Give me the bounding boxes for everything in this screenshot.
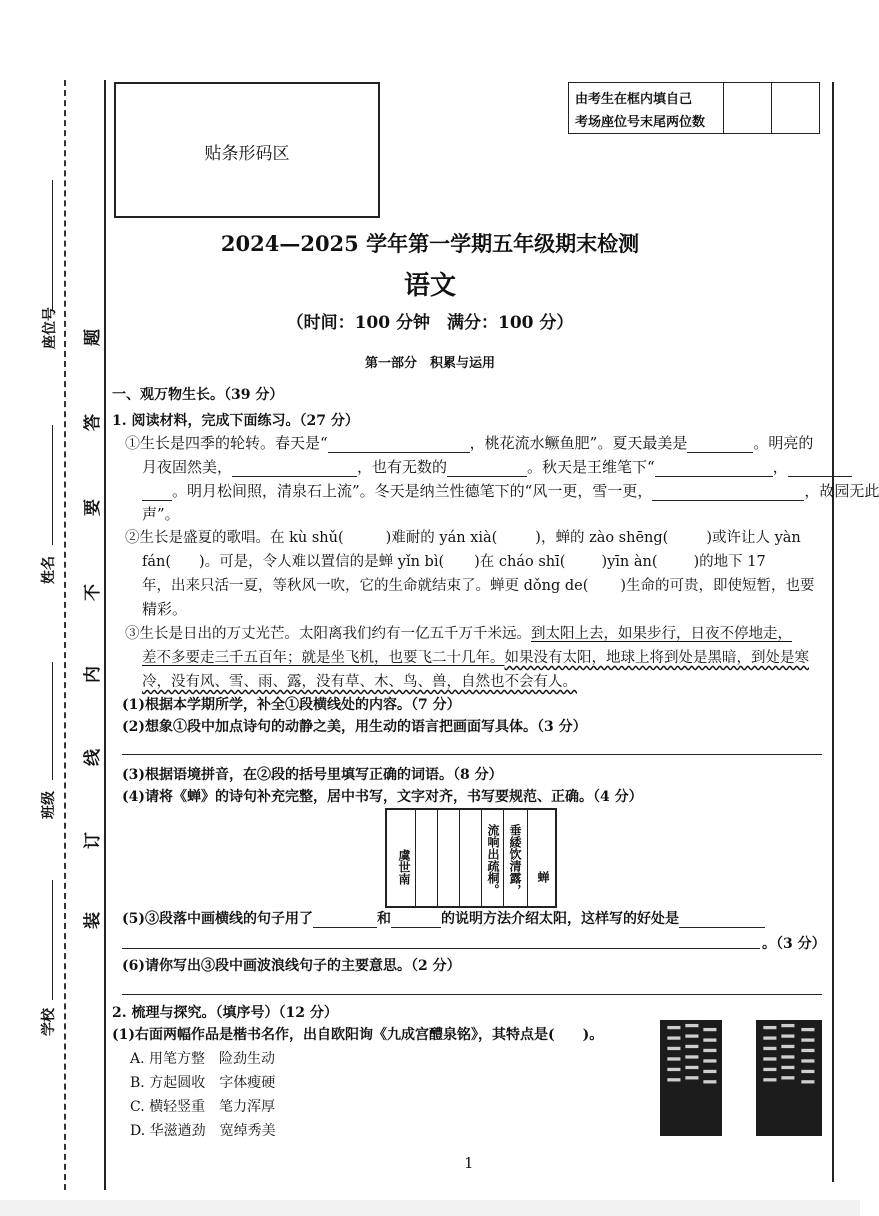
poem-author: 虞世南 bbox=[397, 849, 411, 885]
blank-method-1[interactable] bbox=[313, 913, 377, 928]
name-label: 姓名 bbox=[41, 556, 57, 584]
seat-box-line2: 考场座位号末尾两位数 bbox=[575, 115, 706, 130]
option-b[interactable]: B. 方起圆收 字体瘦硬 bbox=[130, 1075, 276, 1091]
p3-line2 bbox=[142, 646, 809, 667]
blank-benefit[interactable] bbox=[679, 913, 765, 928]
poem-line-2: 流响出疏桐。 bbox=[481, 810, 504, 906]
sub-question-6: (6)请你写出③段中画波浪线句子的主要意思。（2 分） bbox=[122, 958, 461, 974]
seat-digit-cell-1[interactable] bbox=[724, 83, 772, 133]
p2-line3: 年，出来只活一夏，等秋风一吹，它的生命就结束了。蝉更 dǒng de( )生命的可贵，即使短暂，也要 bbox=[142, 578, 815, 594]
blank-1[interactable] bbox=[328, 438, 470, 453]
answer-line-5[interactable] bbox=[122, 948, 760, 949]
class-line[interactable] bbox=[52, 662, 53, 780]
seat-box-instructions bbox=[569, 83, 724, 133]
poem-blank-line-3[interactable] bbox=[459, 810, 482, 906]
blank-8[interactable] bbox=[652, 486, 804, 501]
sub-question-4: (4)请将《蝉》的诗句补充完整，居中书写，文字对齐，书写要规范、正确。（4 分） bbox=[122, 789, 643, 805]
blank-6[interactable] bbox=[788, 462, 852, 477]
blank-4[interactable] bbox=[447, 462, 527, 477]
exam-title: 2024—2025 学年第一学期五年级期末检测 bbox=[220, 231, 640, 256]
p2-line2: fán( )。可是，令人难以置信的是蝉 yǐn bì( )在 cháo shī( )yīn àn( )的地下 17 bbox=[142, 554, 766, 570]
sub-question-1: (1)根据本学期所学，补全①段横线处的内容。（7 分） bbox=[122, 697, 461, 713]
underlined-sentence: 到太阳上去，如果步行，日夜不停地走， bbox=[531, 626, 792, 642]
exam-meta: （时间：100 分钟 满分：100 分） bbox=[286, 313, 574, 333]
barcode-area bbox=[114, 82, 380, 218]
blank-2[interactable] bbox=[687, 438, 753, 453]
school-line[interactable] bbox=[52, 880, 53, 1000]
seal-char-5: 内 bbox=[83, 666, 103, 683]
seal-char-8: 装 bbox=[83, 912, 103, 929]
seat-number-box bbox=[568, 82, 820, 134]
blank-7[interactable] bbox=[142, 486, 172, 501]
p2-line4: 精彩。 bbox=[142, 600, 188, 618]
blank-5[interactable] bbox=[655, 462, 773, 477]
sub-question-3: (3)根据语境拼音，在②段的括号里填写正确的词语。（8 分） bbox=[122, 767, 503, 783]
answer-line-2[interactable] bbox=[122, 754, 822, 755]
subject-title: 语文 bbox=[403, 271, 456, 301]
name-line[interactable] bbox=[52, 425, 53, 545]
q1-heading: 1. 阅读材料，完成下面练习。（27 分） bbox=[112, 413, 359, 429]
class-label: 班级 bbox=[41, 791, 57, 819]
barcode-label: 贴条形码区 bbox=[204, 144, 290, 164]
seal-char-6: 线 bbox=[83, 749, 103, 766]
seal-char-1: 题 bbox=[83, 329, 103, 346]
poem-grid bbox=[385, 808, 557, 908]
seal-char-2: 答 bbox=[83, 414, 103, 431]
p1-line2: 月夜固然美， ，也有无数的 。秋天是王维笔下“ ， bbox=[142, 456, 852, 477]
school-label: 学校 bbox=[41, 1008, 57, 1036]
part-title: 第一部分 积累与运用 bbox=[364, 356, 495, 371]
section1-heading: 一、观万物生长。（39 分） bbox=[112, 387, 284, 403]
seat-box-line1: 由考生在框内填自己 bbox=[575, 92, 693, 107]
p1-line4: 声”。 bbox=[142, 505, 180, 523]
p2-line1: ②生长是盛夏的歌唱。在 kù shǔ( )难耐的 yán xià( )，蝉的 zào shēng( )或许让人 yàn bbox=[125, 530, 801, 546]
seal-char-7: 订 bbox=[83, 832, 103, 849]
calligraphy-image-2: ▍▍▍▍▍▍ ▍▍▍▍▍▍ ▍▍▍▍▍▍ bbox=[756, 1020, 822, 1136]
answer-line-6[interactable] bbox=[122, 994, 822, 995]
page-footer-bar bbox=[0, 1200, 860, 1216]
p1-line1: ①生长是四季的轮转。春天是“ ，桃花流水鳜鱼肥”。夏天最美是 。明亮的 bbox=[125, 434, 814, 452]
poem-line-1: 垂緌饮清露， bbox=[503, 810, 526, 906]
blank-3[interactable] bbox=[232, 462, 357, 477]
poem-title: 蝉 bbox=[527, 810, 554, 906]
sub-question-2: (2)想象①段中加点诗句的动静之美，用生动的语言把画面写具体。（3 分） bbox=[122, 719, 587, 735]
poem-blank-line-1[interactable] bbox=[415, 810, 438, 906]
p3-line1: ③生长是日出的万丈光芒。太阳离我们约有一亿五千万千米远。到太阳上去，如果步行，日夜不停地走， bbox=[125, 626, 792, 642]
wavy-sentence-cont: 冷，没有风、雪、雨、露，没有草、木、鸟、兽，自然也不会有人。 bbox=[142, 674, 577, 690]
poem-blank-line-2[interactable] bbox=[437, 810, 460, 906]
underlined-sentence-cont: 差不多要走三千五百年；就是坐飞机，也要飞二十几年。 bbox=[142, 650, 505, 666]
seat-digit-cell-2[interactable] bbox=[771, 83, 818, 133]
seal-char-3: 要 bbox=[83, 499, 103, 516]
option-d[interactable]: D. 华滋遒劲 宽绰秀美 bbox=[130, 1123, 276, 1139]
calligraphy-image-1: ▍▍▍▍▍▍ ▍▍▍▍▍▍ ▍▍▍▍▍▍ bbox=[660, 1020, 722, 1136]
page-number: 1 bbox=[464, 1154, 474, 1172]
wavy-sentence: 如果没有太阳，地球上将到处是黑暗，到处是寒 bbox=[504, 650, 809, 666]
option-a[interactable]: A. 用笔方整 险劲生动 bbox=[130, 1051, 276, 1067]
q2-heading: 2. 梳理与探究。（填序号）（12 分） bbox=[112, 1005, 338, 1021]
seat-number-label: 座位号 bbox=[42, 307, 58, 349]
sub-question-5: (5)③段落中画横线的句子用了 和 的说明方法介绍太阳，这样写的好处是 bbox=[122, 908, 765, 928]
p1-line3: 。明月松间照，清泉石上流”。冬天是纳兰性德笔下的“风一更，雪一更， ，故园无此 bbox=[142, 480, 879, 501]
seal-char-4: 不 bbox=[83, 584, 103, 601]
option-c[interactable]: C. 横轻竖重 笔力浑厚 bbox=[130, 1099, 276, 1115]
p3-line3 bbox=[142, 670, 577, 691]
sub-question-5-score: 。（3 分） bbox=[762, 936, 826, 952]
blank-method-2[interactable] bbox=[391, 913, 441, 928]
q2-sub-question-1: (1)右面两幅作品是楷书名作，出自欧阳询《九成宫醴泉铭》，其特点是( )。 bbox=[112, 1027, 604, 1043]
